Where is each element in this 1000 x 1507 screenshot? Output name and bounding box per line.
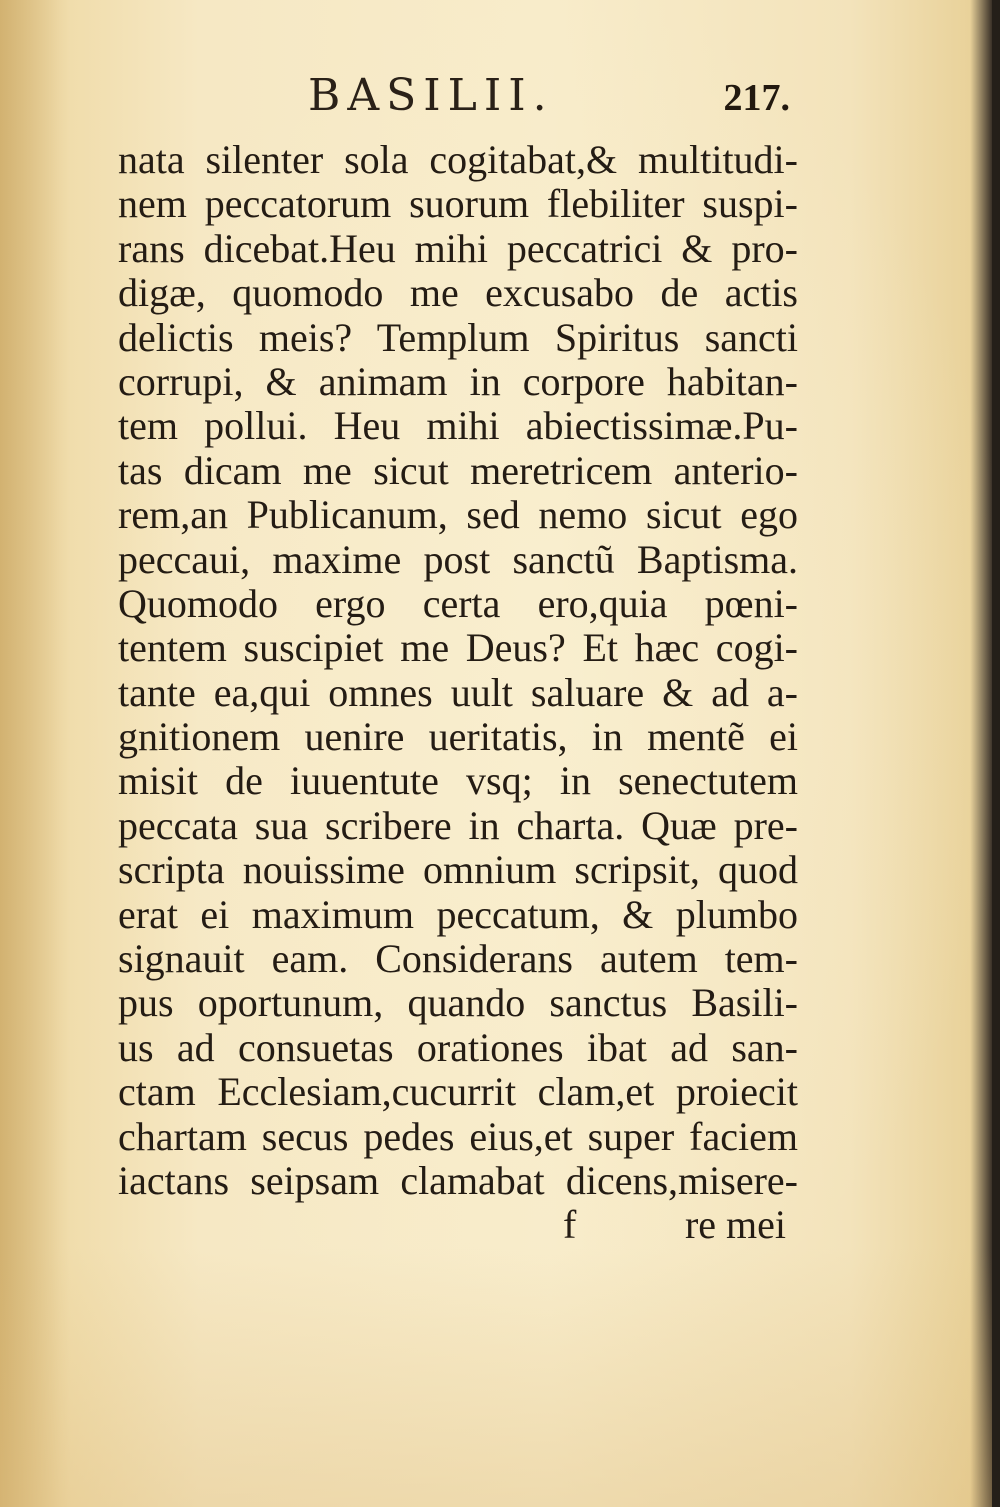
text-line: pus oportunum, quando sanctus Basili- [118, 980, 798, 1026]
text-line: signauit eam. Considerans autem tem- [118, 936, 798, 982]
text-line: tentem suscipiet me Deus? Et hæc cogi- [118, 625, 798, 671]
text-line: rans dicebat.Heu mihi peccatrici & pro- [118, 225, 798, 271]
text-line: tem pollui. Heu mihi abiectissimæ.Pu- [118, 403, 798, 449]
text-line: peccaui, maxime post sanctũ Baptisma. [118, 536, 798, 582]
catchword: re mei [684, 1202, 786, 1248]
text-line: tante ea,qui omnes uult saluare & ad a- [118, 669, 798, 715]
text-line: corrupi, & animam in corpore habitan- [118, 358, 798, 404]
text-line: gnitionem uenire ueritatis, in mentẽ ei [118, 714, 798, 760]
page-edge [992, 0, 1000, 1507]
running-head: BASILII. [308, 70, 554, 121]
text-line: iactans seipsam clamabat dicens,misere- [118, 1157, 798, 1203]
text-line: Quomodo ergo certa ero,quia pœni- [118, 580, 798, 626]
page-header [118, 70, 790, 130]
text-line: delictis meis? Templum Spiritus sancti [118, 314, 798, 360]
text-line: rem,an Publicanum, sed nemo sicut ego [118, 492, 798, 538]
text-line: peccata sua scribere in charta. Quæ pre- [118, 802, 798, 848]
text-line: erat ei maximum peccatum, & plumbo [118, 891, 798, 937]
page-number: 217. [723, 77, 790, 119]
text-line: nata silenter sola cogitabat,& multitudi- [118, 137, 798, 182]
text-line: digæ, quomodo me excusabo de actis [118, 270, 798, 316]
text-line: ctam Ecclesiam,cucurrit clam,et proiecit [118, 1069, 798, 1115]
text-line: chartam secus pedes eius,et super faciem [118, 1113, 798, 1159]
text-line: scripta nouissime omnium scripsit, quod [118, 847, 798, 893]
signature-mark: f [563, 1202, 577, 1248]
text-line: us ad consuetas orationes ibat ad san- [118, 1024, 798, 1070]
body-text [118, 138, 798, 1248]
text-line: tas dicam me sicut meretricem anterio- [118, 447, 798, 493]
paper-stain [0, 1247, 1000, 1507]
text-line: misit de iuuentute vsq; in senectutem [118, 758, 798, 804]
footer-line [118, 1203, 798, 1247]
text-line: nem peccatorum suorum flebiliter suspi- [118, 181, 798, 227]
